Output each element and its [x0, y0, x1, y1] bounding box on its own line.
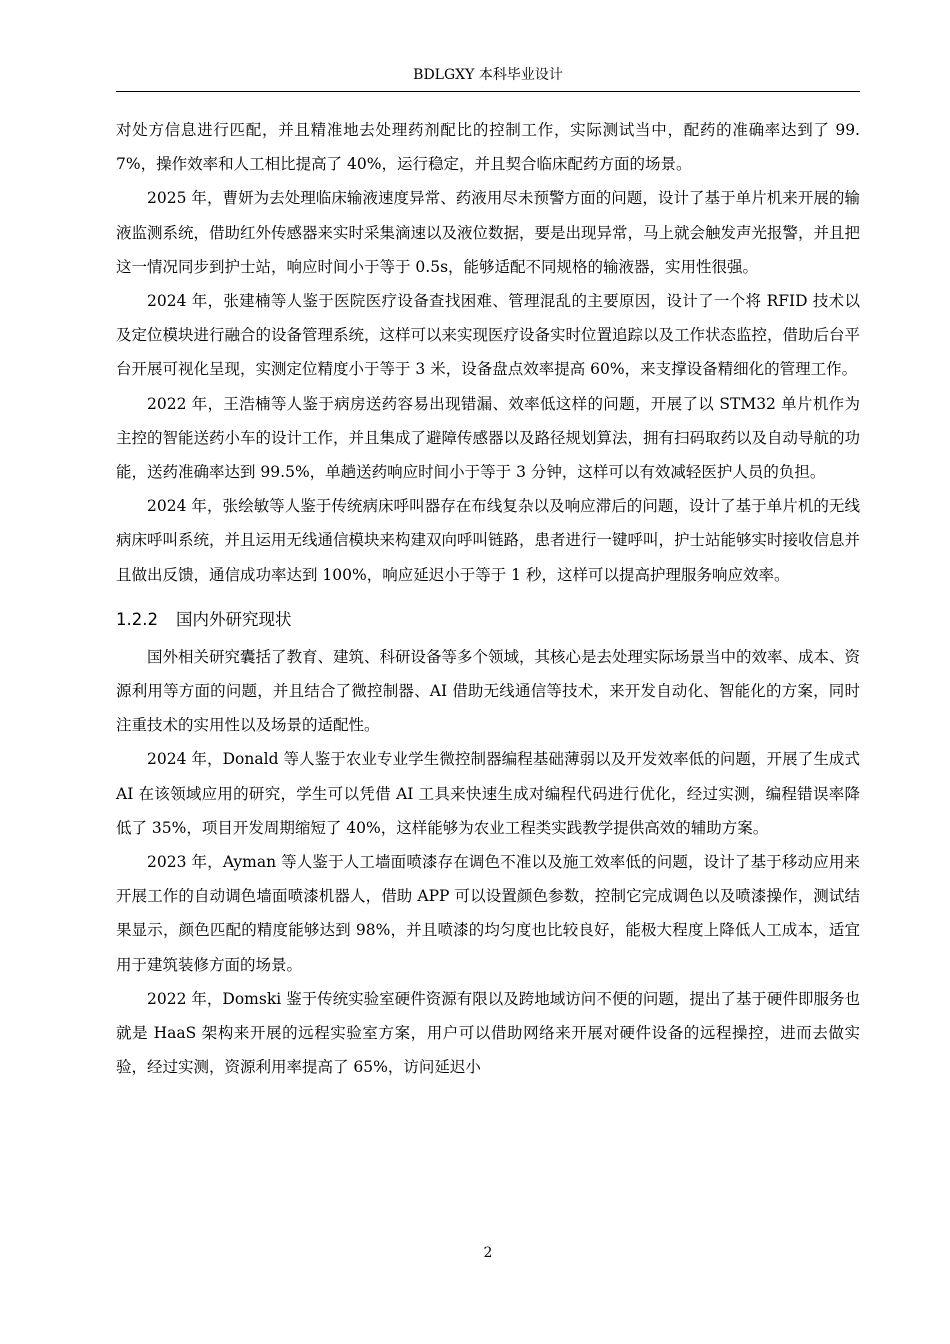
paragraph: 2024 年，张建楠等人鉴于医院医疗设备查找困难、管理混乱的主要原因，设计了一个将 RFID 技术以及定位模块进行融合的设备管理系统，这样可以来实现医疗设备实时位置追踪以及工作状态监控，借助后台平台开展可视化呈现，实测定位精度小于等于 3 米，设备盘点效率提高 60%，来支撑设备精细化的管理工作。: [116, 292, 861, 379]
page-header: BDLGXY 本科毕业设计: [413, 67, 563, 83]
header-rule: [116, 91, 860, 92]
paragraph: 2023 年，Ayman 等人鉴于人工墙面喷漆存在调色不准以及施工效率低的问题，设计了基于移动应用来开展工作的自动调色墙面喷漆机器人，借助 APP 可以设置颜色参数，控制它完成调色以及喷漆操作，测试结果显示，颜色匹配的精度能够达到 98%，并且喷漆的均匀度也比较良好，能极大程度上降低人工成本，适宜用于建筑装修方面的场景。: [116, 853, 860, 974]
paragraph: 国外相关研究囊括了教育、建筑、科研设备等多个领域，其核心是去处理实际场景当中的效率、成本、资源利用等方面的问题，并且结合了微控制器、AI 借助无线通信等技术，来开发自动化、智能化的方案，同时注重技术的实用性以及场景的适配性。: [116, 647, 861, 735]
section-heading: [116, 608, 860, 632]
section-number: 1.2.2: [116, 609, 158, 629]
paragraph: 2024 年，张绘敏等人鉴于传统病床呼叫器存在布线复杂以及响应滞后的问题，设计了基于单片机的无线病床呼叫系统，并且运用无线通信模块来构建双向呼叫链路，患者进行一键呼叫，护士站能够实时接收信息并且做出反馈，通信成功率达到 100%，响应延迟小于等于 1 秒，这样可以提高护理服务响应效率。: [116, 497, 861, 584]
page-number: 2: [483, 1245, 493, 1261]
paragraph: 2025 年，曹妍为去处理临床输液速度异常、药液用尽未预警方面的问题，设计了基于单片机来开展的输液监测系统，借助红外传感器来实时采集滴速以及液位数据，要是出现异常，马上就会触发声光报警，并且把这一情况同步到护士站，响应时间小于等于 0.5s，能够适配不同规格的输液器，实用性很强。: [116, 189, 861, 276]
paragraph: 对处方信息进行匹配，并且精准地去处理药剂配比的控制工作，实际测试当中，配药的准确率达到了 99.7%，操作效率和人工相比提高了 40%，运行稳定，并且契合临床配药方面的场景。: [116, 121, 860, 174]
page-body: [116, 113, 860, 1084]
paragraph: 2022 年，Domski 鉴于传统实验室硬件资源有限以及跨地域访问不便的问题，提出了基于硬件即服务也就是 HaaS 架构来开展的远程实验室方案，用户可以借助网络来开展对硬件设备的远程操控，进而去做实验，经过实测，资源利用率提高了 65%，访问延迟小: [116, 989, 860, 1077]
paragraph: 2022 年，王浩楠等人鉴于病房送药容易出现错漏、效率低这样的问题，开展了以 STM32 单片机作为主控的智能送药小车的设计工作，并且集成了避障传感器以及路径规划算法，拥有扫码取药以及自动导航的功能，送药准确率达到 99.5%，单趟送药响应时间小于等于 3 分钟，这样可以有效减轻医护人员的负担。: [116, 394, 861, 482]
section-title: 国内外研究现状: [175, 609, 292, 629]
paragraph: 2024 年，Donald 等人鉴于农业专业学生微控制器编程基础薄弱以及开发效率低的问题，开展了生成式 AI 在该领域应用的研究，学生可以凭借 AI 工具来快速生成对编程代码进行优化，经过实测，编程错误率降低了 35%，项目开发周期缩短了 40%，这样能够为农业工程类实践教学提供高效的辅助方案。: [116, 750, 860, 837]
